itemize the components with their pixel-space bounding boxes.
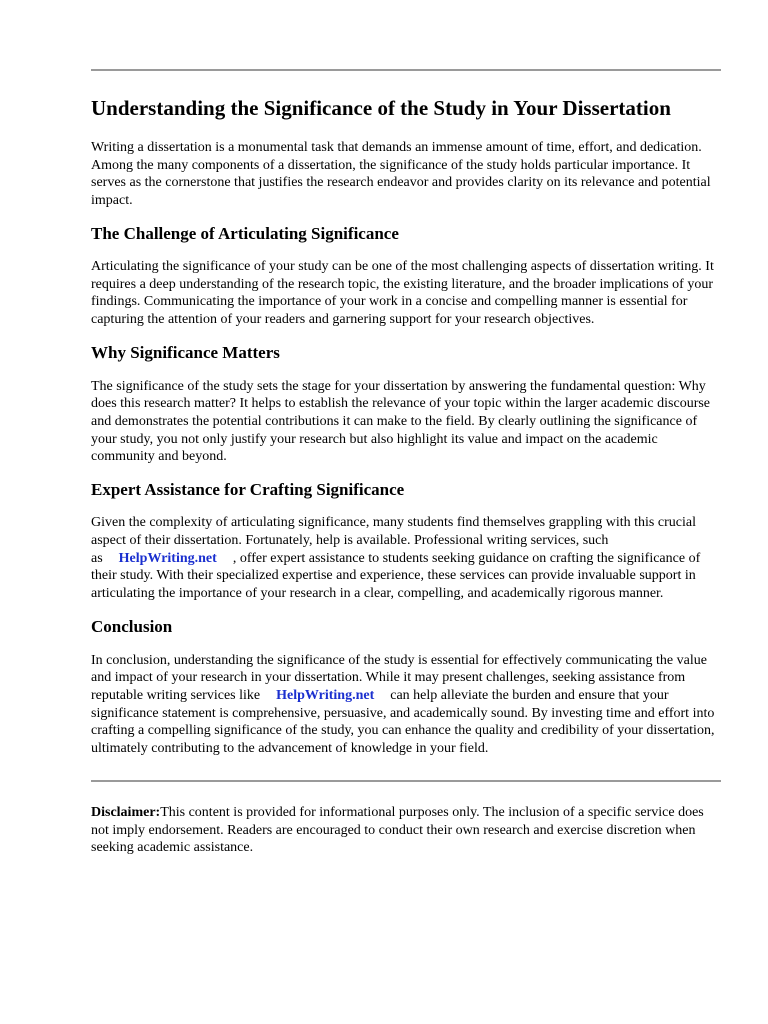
disclaimer <box>91 804 721 857</box>
expert-paragraph <box>91 514 721 603</box>
heading-expert-assistance: Expert Assistance for Crafting Significance <box>91 480 405 500</box>
heading-why-significance: Why Significance Matters <box>91 342 280 362</box>
why-paragraph: The significance of the study sets the stage for your dissertation by answering the fundamental question: Why does this research matter? It helps to establish the relevance of your topic within the larger academic discourse and demonstrates the potential contributions it can make to the field. By clearly outlining the significance of your study, you not only justify your research but also highlight its value and impact on the academic community and beyond. <box>91 378 711 465</box>
document-page <box>91 0 721 857</box>
conclusion-text-before-link: In conclusion, understanding the significance of the study is essential for effectively communicating the value and impact of your research in your dissertation. While it may present challenges, seeking assistance from reputable writing services like <box>91 652 707 704</box>
helpwriting-link-2[interactable]: HelpWriting.net <box>276 688 375 704</box>
disclaimer-label: Disclaimer: <box>91 804 161 820</box>
helpwriting-link-1[interactable]: HelpWriting.net <box>118 550 217 566</box>
bottom-divider <box>91 780 721 782</box>
conclusion-text-after-link: can help alleviate the burden and ensure that your significance statement is comprehensive, persuasive, and academically sound. By investing time and effort into crafting a compelling significance of the study, you can enhance the quality and credibility of your dissertation, ultimately contributing to the advancement of knowledge in your field. <box>91 688 715 757</box>
conclusion-paragraph <box>91 652 721 758</box>
disclaimer-text: This content is provided for informational purposes only. The inclusion of a specific service does not imply endorsement. Readers are encouraged to conduct their own research and exercise discretion when seeking academic assistance. <box>91 804 704 856</box>
heading-conclusion: Conclusion <box>91 616 173 636</box>
expert-text-before-link: Given the complexity of articulating significance, many students find themselves grappling with this crucial aspect of their dissertation. Fortunately, help is available. Professional writing services, such as <box>91 515 696 566</box>
top-divider <box>91 69 721 71</box>
expert-text-after-link: , offer expert assistance to students seeking guidance on crafting the significance of their study. With their specialized expertise and experience, these services can provide invaluable support in articulating the importance of your research in a clear, compelling, and academically rigorous manner. <box>91 550 701 601</box>
heading-challenge: The Challenge of Articulating Significance <box>91 223 399 243</box>
intro-paragraph: Writing a dissertation is a monumental task that demands an immense amount of time, effort, and dedication. Among the many components of a dissertation, the significance of the study holds particular importance. It serves as the cornerstone that justifies the research endeavor and provides clarity on its relevance and potential impact. <box>91 140 711 209</box>
challenge-paragraph: Articulating the significance of your study can be one of the most challenging aspects of dissertation writing. It requires a deep understanding of the research topic, the existing literature, and the broader implications of your findings. Communicating the importance of your work in a concise and compelling manner is essential for capturing the attention of your readers and garnering support for your research objectives. <box>91 258 714 327</box>
page-title: Understanding the Significance of the Study in Your Dissertation <box>91 96 671 120</box>
